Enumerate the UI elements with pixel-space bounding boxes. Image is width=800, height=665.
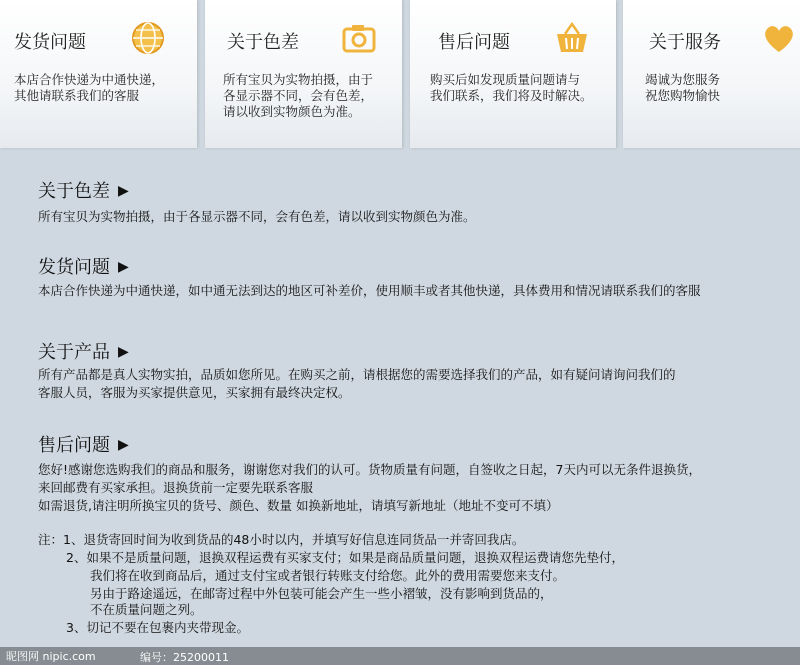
section-title-aftersale: 售后问题 ▶: [38, 435, 129, 456]
triangle-right-icon: ▶: [118, 344, 129, 360]
card-text: 购买后如发现质量问题请与 我们联系，我们将及时解决。: [430, 72, 593, 103]
section-text-shipping: 本店合作快递为中通快递，如中通无法到达的地区可补差价，使用顺丰或者其他快递，具体费用和情况请联系我们的客服: [38, 283, 701, 298]
note-line: 2、如果不是质量问题，退换双程运费有买家支付；如果是商品质量问题，退换双程运费请您先垫付，: [66, 550, 624, 565]
note-line: 我们将在收到商品后，通过支付宝或者银行转账支付给您。此外的费用需要您来支付。: [90, 568, 566, 583]
watermark-logo: 昵图网 nipic.com: [6, 650, 96, 663]
section-text-color: 所有宝贝为实物拍摄，由于各显示器不同，会有色差，请以收到实物颜色为准。: [38, 209, 476, 224]
note-line: 不在质量问题之列。: [90, 602, 203, 617]
card-title: 关于色差: [227, 32, 299, 53]
info-cards: [0, 0, 800, 148]
triangle-right-icon: ▶: [118, 437, 129, 453]
card-title: 关于服务: [649, 32, 721, 53]
note-line: 注：1、退货寄回时间为收到货品的48小时以内，并填写好信息连同货品一并寄回我店。: [38, 532, 525, 547]
section-title-shipping: 发货问题 ▶: [38, 257, 129, 278]
section-text-aftersale: 您好!感谢您选购我们的商品和服务，谢谢您对我们的认可。货物质量有问题，自签收之日起，7天内可以无条件退换货， 来回邮费有买家承担。退换货前一定要先联系客服 如需退货,请注明所换宝贝的货号、颜色、数量 如换新地址，请填写新地址（地址不变可不填）: [38, 462, 701, 513]
watermark-id: 编号：25200011: [140, 651, 229, 664]
watermark-bar: [0, 647, 800, 665]
basket-icon: [552, 18, 592, 58]
card-text: 竭诚为您服务 祝您购物愉快: [645, 72, 721, 103]
card-title: 发货问题: [14, 32, 86, 53]
card-title: 售后问题: [438, 32, 510, 53]
section-title-color: 关于色差 ▶: [38, 181, 129, 202]
note-line: 另由于路途遥远，在邮寄过程中外包装可能会产生一些小褶皱，没有影响到货品的，: [90, 586, 553, 601]
card-text: 所有宝贝为实物拍摄，由于 各显示器不同，会有色差， 请以收到实物颜色为准。: [223, 72, 374, 119]
section-title-product: 关于产品 ▶: [38, 342, 129, 363]
globe-icon: [128, 18, 168, 58]
camera-icon: [339, 18, 379, 58]
triangle-right-icon: ▶: [118, 183, 129, 199]
card-text: 本店合作快递为中通快递， 其他请联系我们的客服: [14, 72, 165, 103]
section-text-product: 所有产品都是真人实物实拍，品质如您所见。在购买之前，请根据您的需要选择我们的产品，如有疑问请询问我们的 客服人员，客服为买家提供意见，买家拥有最终决定权。: [38, 367, 676, 400]
card-aftersale: [410, 0, 616, 148]
card-shipping: [0, 0, 197, 148]
note-line: 3、切记不要在包裹内夹带现金。: [66, 620, 249, 635]
card-service: [623, 0, 800, 148]
card-color: [205, 0, 402, 148]
heart-icon: [759, 18, 799, 58]
triangle-right-icon: ▶: [118, 259, 129, 275]
